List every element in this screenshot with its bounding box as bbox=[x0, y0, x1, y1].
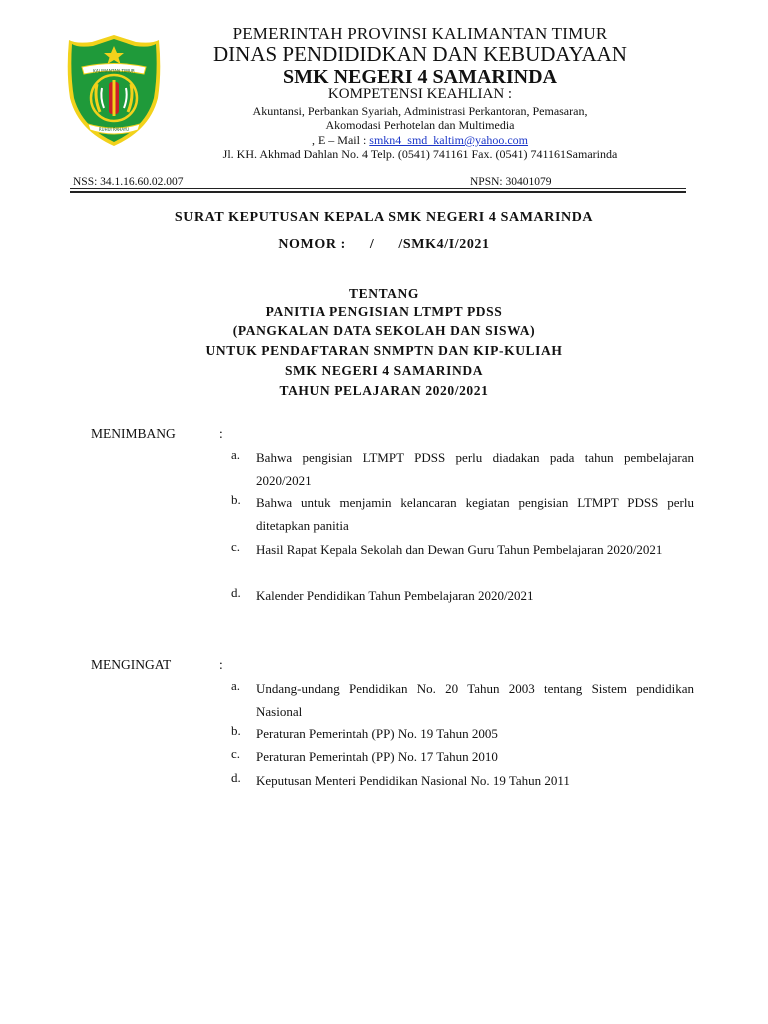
letterhead-department: DINAS PENDIDIDKAN DAN KEBUDAYAAN bbox=[213, 42, 627, 66]
letterhead-competency-list-2: Akomodasi Perhotelan dan Multimedia bbox=[325, 118, 515, 132]
npsn-number: NPSN: 30401079 bbox=[470, 176, 552, 188]
subject-heading: TENTANG bbox=[349, 286, 419, 301]
item-text: Peraturan Pemerintah (PP) No. 19 Tahun 2005 bbox=[256, 726, 498, 741]
item-letter: a. bbox=[231, 678, 241, 693]
email-link[interactable]: smkn4_smd_kaltim@yahoo.com bbox=[369, 133, 529, 147]
item-letter: c. bbox=[231, 746, 241, 761]
letterhead-government: PEMERINTAH PROVINSI KALIMANTAN TIMUR bbox=[232, 24, 608, 43]
subject-line-3: UNTUK PENDAFTARAN SNMPTN DAN KIP-KULIAH bbox=[205, 343, 563, 358]
letterhead-competency-list-1: Akuntansi, Perbankan Syariah, Administrasi Perkantoran, Pemasaran, bbox=[252, 104, 588, 118]
decree-title: SURAT KEPUTUSAN KEPALA SMK NEGERI 4 SAMARINDA bbox=[174, 210, 594, 225]
item-letter: a. bbox=[231, 447, 241, 462]
nomor-value: /SMK4/I/2021 bbox=[398, 237, 490, 252]
item-text: Hasil Rapat Kepala Sekolah dan Dewan Guru Tahun Pembelajaran 2020/2021 bbox=[256, 542, 663, 557]
letterhead-divider-thin bbox=[70, 188, 686, 189]
item-letter: b. bbox=[231, 492, 241, 507]
subject-line-2: (PANGKALAN DATA SEKOLAH DAN SISWA) bbox=[232, 323, 536, 338]
menimbang-label: MENIMBANG bbox=[91, 426, 176, 441]
logo-motto-text: RUHUI RAHAYU bbox=[98, 127, 130, 132]
item-text: Peraturan Pemerintah (PP) No. 17 Tahun 2010 bbox=[256, 749, 498, 764]
item-letter: c. bbox=[231, 539, 241, 554]
logo-ribbon-text: KALIMANTAN TIMUR bbox=[93, 68, 135, 74]
letterhead-divider-thick bbox=[70, 191, 686, 193]
province-emblem-logo bbox=[64, 32, 164, 150]
subject-line-1: PANITIA PENGISIAN LTMPT PDSS bbox=[265, 304, 503, 319]
letterhead-competency-label: KOMPETENSI KEAHLIAN : bbox=[327, 86, 513, 102]
item-letter: d. bbox=[231, 585, 241, 600]
item-text: Keputusan Menteri Pendidikan Nasional No. 19 Tahun 2011 bbox=[256, 773, 570, 788]
item-text: Bahwa untuk menjamin kelancaran kegiatan pengisian LTMPT PDSS perlu ditetapkan panitia bbox=[256, 495, 694, 533]
item-letter: d. bbox=[231, 770, 241, 785]
subject-line-4: SMK NEGERI 4 SAMARINDA bbox=[284, 363, 484, 378]
item-text: Kalender Pendidikan Tahun Pembelajaran 2020/2021 bbox=[256, 588, 534, 603]
letterhead-email-line bbox=[160, 133, 680, 148]
nomor-label: NOMOR : bbox=[278, 237, 346, 252]
nss-number: NSS: 34.1.16.60.02.007 bbox=[73, 176, 184, 188]
item-letter: b. bbox=[231, 723, 241, 738]
letterhead-school-name: SMK NEGERI 4 SAMARINDA bbox=[283, 66, 557, 88]
item-text: Bahwa pengisian LTMPT PDSS perlu diadakan pada tahun pembelajaran 2020/2021 bbox=[256, 450, 694, 488]
mengingat-colon: : bbox=[219, 657, 223, 672]
mengingat-label: MENGINGAT bbox=[91, 657, 172, 672]
letterhead-address: Jl. KH. Akhmad Dahlan No. 4 Telp. (0541) 741161 Fax. (0541) 741161Samarinda bbox=[222, 147, 618, 161]
menimbang-colon: : bbox=[219, 426, 223, 441]
email-prefix: , E – Mail : bbox=[311, 133, 370, 147]
nomor-slash: / bbox=[369, 237, 375, 252]
decree-number bbox=[0, 237, 768, 253]
item-text: Undang-undang Pendidikan No. 20 Tahun 2003 tentang Sistem pendidikan Nasional bbox=[256, 681, 694, 719]
subject-line-5: TAHUN PELAJARAN 2020/2021 bbox=[279, 383, 489, 398]
